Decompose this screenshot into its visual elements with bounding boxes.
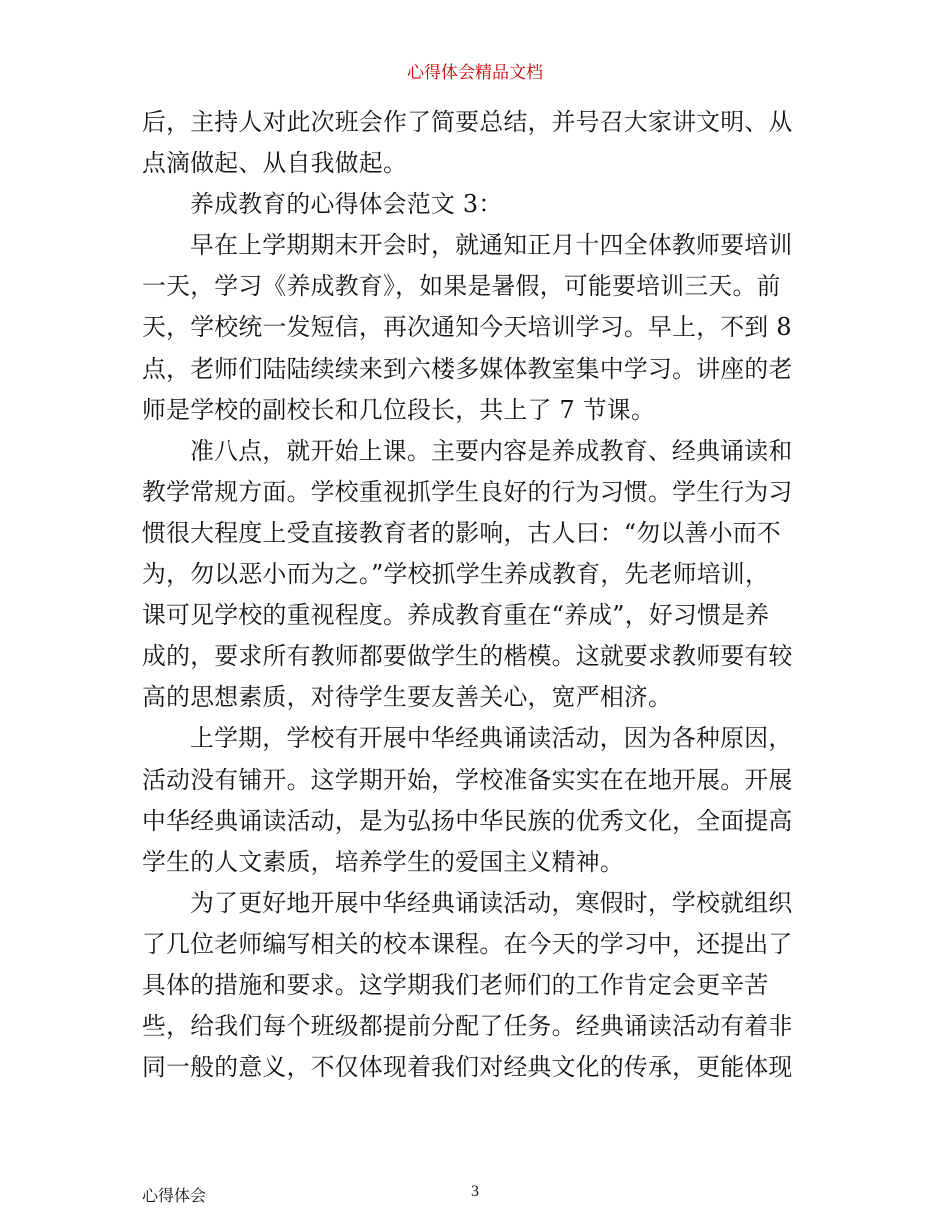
text-line: 些，给我们每个班级都提前分配了任务。经典诵读活动有着非 [142,1012,793,1041]
text-line: 点滴做起、从自我做起。 [142,149,408,178]
text-line: 中华经典诵读活动，是为弘扬中华民族的优秀文化，全面提高 [142,806,793,835]
text-line: 惯很大程度上受直接教育者的影响，古人曰：“勿以善小而不 [142,518,781,547]
text-line: 了几位老师编写相关的校本课程。在今天的学习中，还提出了 [142,929,793,958]
text-line: 同一般的意义，不仅体现着我们对经典文化的传承，更能体现 [142,1053,793,1082]
text-line: 高的思想素质，对待学生要友善关心，宽严相济。 [142,683,673,712]
text-line: 学生的人文素质，培养学生的爱国主义精神。 [142,847,624,876]
text-line: 成的，要求所有教师都要做学生的楷模。这就要求教师要有较 [142,642,793,671]
text-line: 师是学校的副校长和几位段长，共上了 7 节课。 [142,395,656,424]
footer-label: 心得体会 [142,1186,207,1205]
text-line: 为了更好地开展中华经典诵读活动，寒假时，学校就组织 [190,888,793,917]
text-line: 点，老师们陆陆续续来到六楼多媒体教室集中学习。讲座的老 [142,354,793,383]
text-line: 具体的措施和要求。这学期我们老师们的工作肯定会更辛苦 [142,970,769,999]
document-body [142,102,822,1088]
text-line: 课可见学校的重视程度。养成教育重在“养成”，好习惯是养 [142,601,770,630]
page-number: 3 [471,1183,479,1200]
text-line: 准八点，就开始上课。主要内容是养成教育、经典诵读和 [190,436,793,465]
text-line: 为，勿以恶小而为之。”学校抓学生养成教育，先老师培训， [142,560,770,589]
text-line: 天，学校统一发短信，再次通知今天培训学习。早上，不到 8 [142,313,792,342]
text-line: 一天，学习《养成教育》，如果是暑假，可能要培训三天。前 [142,272,781,301]
text-line: 后，主持人对此次班会作了简要总结，并号召大家讲文明、从 [142,108,793,136]
text-line: 养成教育的心得体会范文 3： [190,190,503,219]
text-line: 上学期，学校有开展中华经典诵读活动，因为各种原因， [190,724,793,753]
text-line: 教学常规方面。学校重视抓学生良好的行为习惯。学生行为习 [142,477,793,506]
text-line: 活动没有铺开。这学期开始，学校准备实实在在地开展。开展 [142,765,793,794]
document-header-title: 心得体会精品文档 [407,63,543,83]
text-line: 早在上学期期末开会时，就通知正月十四全体教师要培训 [190,231,793,260]
